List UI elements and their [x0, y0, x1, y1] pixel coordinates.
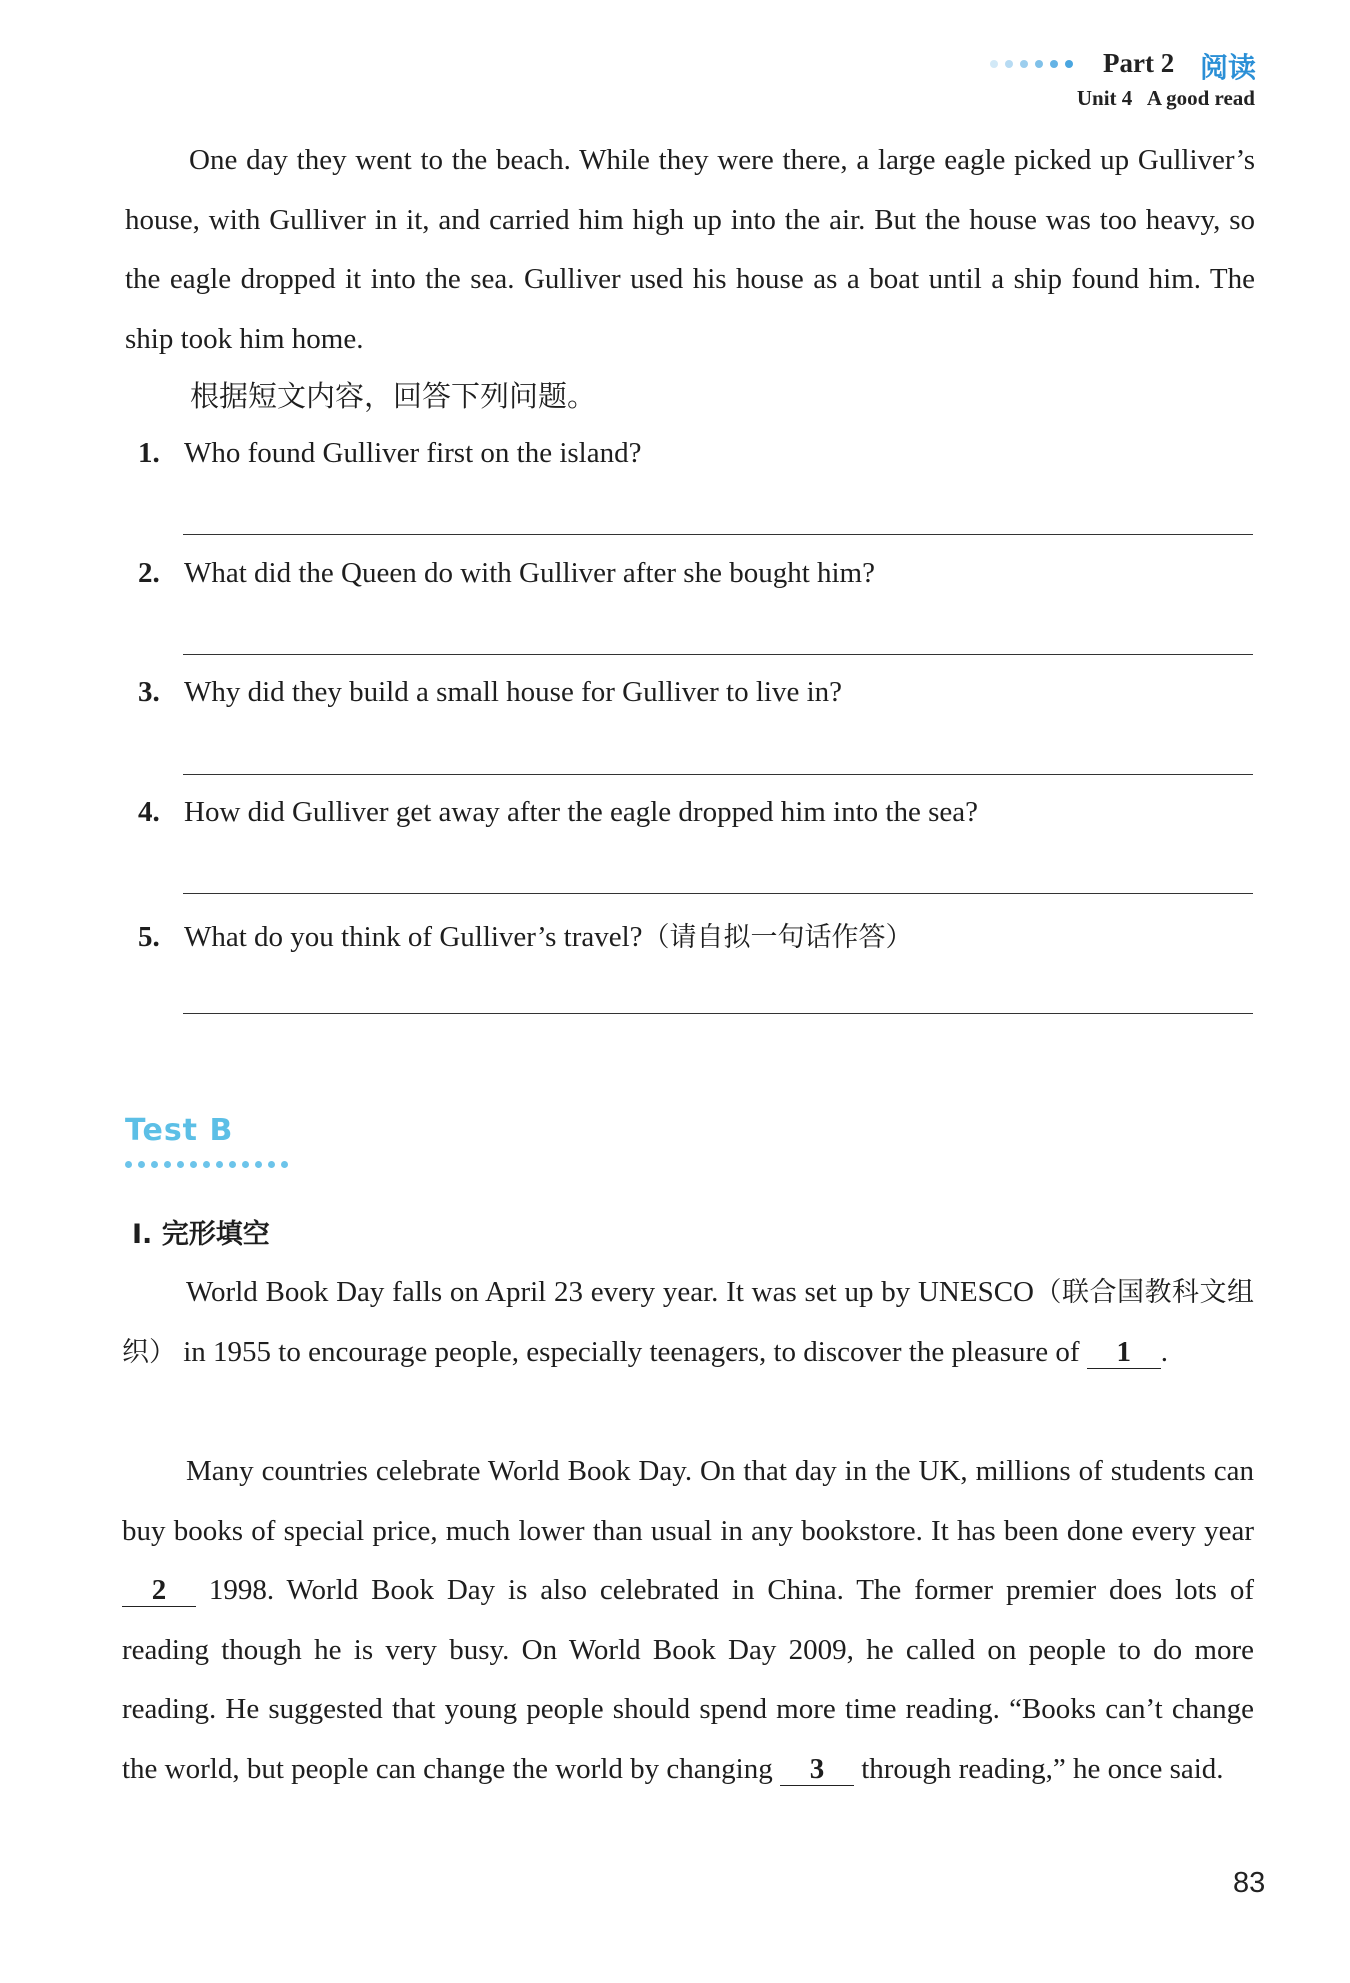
- cloze-text: 1998. World Book Day is also celebrated in China. The former premier does lots of reading though he is very busy. On World Book Day 2009, he called on people to do more reading. He suggested that young people should spend more time reading. “Books can’t change the world, but people can change the world by changing: [122, 1574, 1254, 1785]
- answer-line-4[interactable]: [183, 893, 1253, 894]
- answer-line-5[interactable]: [183, 1013, 1253, 1014]
- question-3: [138, 676, 842, 709]
- answer-line-3[interactable]: [183, 774, 1253, 775]
- passage-paragraph: [125, 131, 1255, 369]
- blank-1[interactable]: 1: [1087, 1336, 1161, 1369]
- cloze-text: World Book Day falls on April 23 every year. It was set up by UNESCO: [186, 1276, 1034, 1308]
- question-2: [138, 557, 875, 590]
- test-b-title: Test B: [125, 1113, 234, 1148]
- header-part: Part 2: [1103, 48, 1175, 78]
- header-unit: Unit 4 A good read: [1076, 86, 1255, 110]
- question-note: （请自拟一句话作答）: [642, 922, 913, 953]
- question-text: What do you think of Gulliver’s travel?: [184, 921, 643, 953]
- blank-2[interactable]: 2: [122, 1574, 196, 1607]
- cloze-text: .: [1160, 1335, 1168, 1368]
- page-number: 83: [1233, 1867, 1266, 1899]
- answer-line-1[interactable]: [183, 534, 1253, 535]
- cloze-paragraph-1: [122, 1263, 1254, 1382]
- question-text: Why did they build a small house for Gulliver to live in?: [184, 676, 843, 708]
- header-section: 阅读: [1200, 51, 1257, 84]
- cloze-cjk-note: （联合国教科文组织）: [122, 1277, 1254, 1368]
- question-text: How did Gulliver get away after the eagle dropped him into the sea?: [184, 796, 979, 828]
- question-text: Who found Gulliver first on the island?: [184, 437, 642, 469]
- cloze-text: in 1955 to encourage people, especially teenagers, to discover the pleasure of: [176, 1335, 1087, 1368]
- test-b-dots: [125, 1161, 288, 1168]
- question-number: 1.: [138, 437, 160, 469]
- question-number: 5.: [138, 921, 160, 953]
- cloze-text: through reading,” he once said.: [853, 1752, 1224, 1785]
- question-number: 4.: [138, 796, 160, 828]
- answer-line-2[interactable]: [183, 654, 1253, 655]
- blank-3[interactable]: 3: [780, 1753, 854, 1786]
- question-number: 3.: [138, 676, 160, 708]
- question-number: 2.: [138, 557, 160, 589]
- section-title: Ⅰ. 完形填空: [132, 1219, 270, 1250]
- header-dots: [990, 60, 1073, 68]
- cloze-paragraph-2: [122, 1442, 1254, 1799]
- question-text: What did the Queen do with Gulliver after she bought him?: [184, 557, 875, 589]
- question-1: [138, 437, 641, 470]
- question-5: [138, 915, 913, 954]
- cloze-text: Many countries celebrate World Book Day. On that day in the UK, millions of students can buy books of special price, much lower than usual in any bookstore. It has been done every year: [122, 1455, 1254, 1547]
- passage-text: One day they went to the beach. While they were there, a large eagle picked up Gulliver’s house, with Gulliver in it, and carried him high up into the air. But the house was too heavy, so the eagle dropped it into the sea. Gulliver used his house as a boat until a ship found him. The ship took him home.: [125, 144, 1255, 355]
- question-4: [138, 796, 978, 829]
- instruction: 根据短文内容，回答下列问题。: [190, 379, 597, 413]
